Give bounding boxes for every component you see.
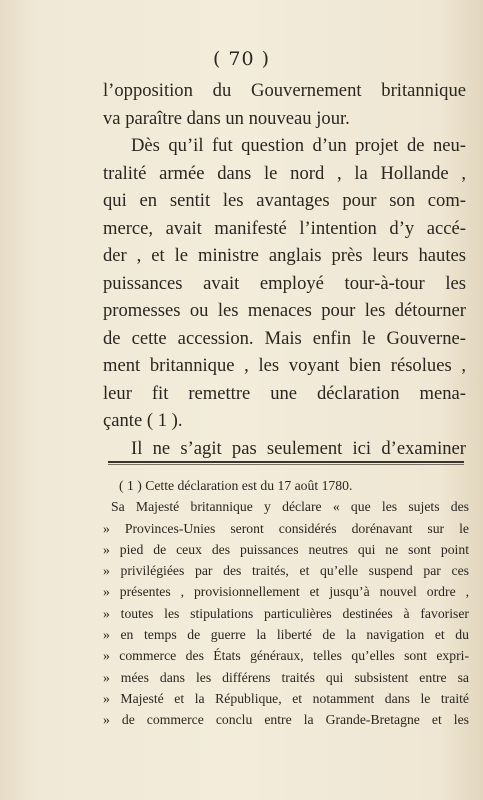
body-line: de cette accession. Mais enfin le Gouverne- — [103, 327, 466, 349]
body-line: ment britannique , les voyant bien résolues , — [103, 355, 466, 376]
footnote-line: » de commerce conclu entre la Grande-Bretagne et les — [103, 712, 469, 728]
body-text — [103, 77, 466, 462]
page-number: ( 70 ) — [212, 48, 271, 70]
body-line: leur fit remettre une déclaration mena- — [103, 382, 466, 404]
footnote-line: » pied de ceux des puissances neutres qui ne sont point — [103, 541, 469, 557]
body-line: çante ( 1 ). — [103, 410, 183, 431]
footnote-line: ( 1 ) Cette déclaration est du 17 août 1780. — [119, 478, 353, 493]
body-line: qui en sentit les avantages pour son com- — [103, 190, 466, 211]
footnote-line: Sa Majesté britannique y déclare « que les sujets des — [111, 499, 469, 515]
body-line: va paraître dans un nouveau jour. — [103, 107, 350, 129]
footnote-line: » privilégiées par des traités, et qu’elle suspend par ces — [103, 563, 469, 579]
body-line: Dès qu’il fut question d’un projet de neu- — [131, 135, 466, 156]
body-line: promesses ou les menaces pour les détourner — [103, 300, 466, 321]
footnote-line: » mées dans les différens traités qui subsistent entre sa — [103, 669, 469, 685]
footnotes — [103, 475, 469, 731]
footnote-line: » Provinces-Unies seront considérés dorénavant sur le — [103, 520, 469, 536]
footnote-line: » toutes les stipulations particulières destinées à favoriser — [103, 605, 469, 621]
body-line: Il ne s’agit pas seulement ici d’examiner — [131, 437, 466, 459]
footnote-line: » présentes , provisionnellement et jusqu’à nouvel ordre , — [103, 584, 469, 600]
footnote-line: » en temps de guerre la liberté de la navigation et du — [103, 627, 469, 643]
body-line: der , et le ministre anglais près leurs hautes — [103, 245, 466, 266]
footnote-line: » commerce des États généraux, telles qu’elles sont expri- — [103, 648, 469, 664]
footnote-separator — [108, 461, 464, 463]
footnote-separator-thin — [108, 464, 464, 465]
body-line: l’opposition du Gouvernement britannique — [103, 80, 466, 101]
footnote-line: » Majesté et la République, et notamment dans le traité — [103, 690, 469, 706]
body-line: tralité armée dans le nord , la Hollande , — [103, 162, 466, 184]
body-line: puissances avait employé tour-à-tour les — [103, 272, 466, 294]
body-line: merce, avait manifesté l’intention d’y accé- — [103, 217, 466, 239]
